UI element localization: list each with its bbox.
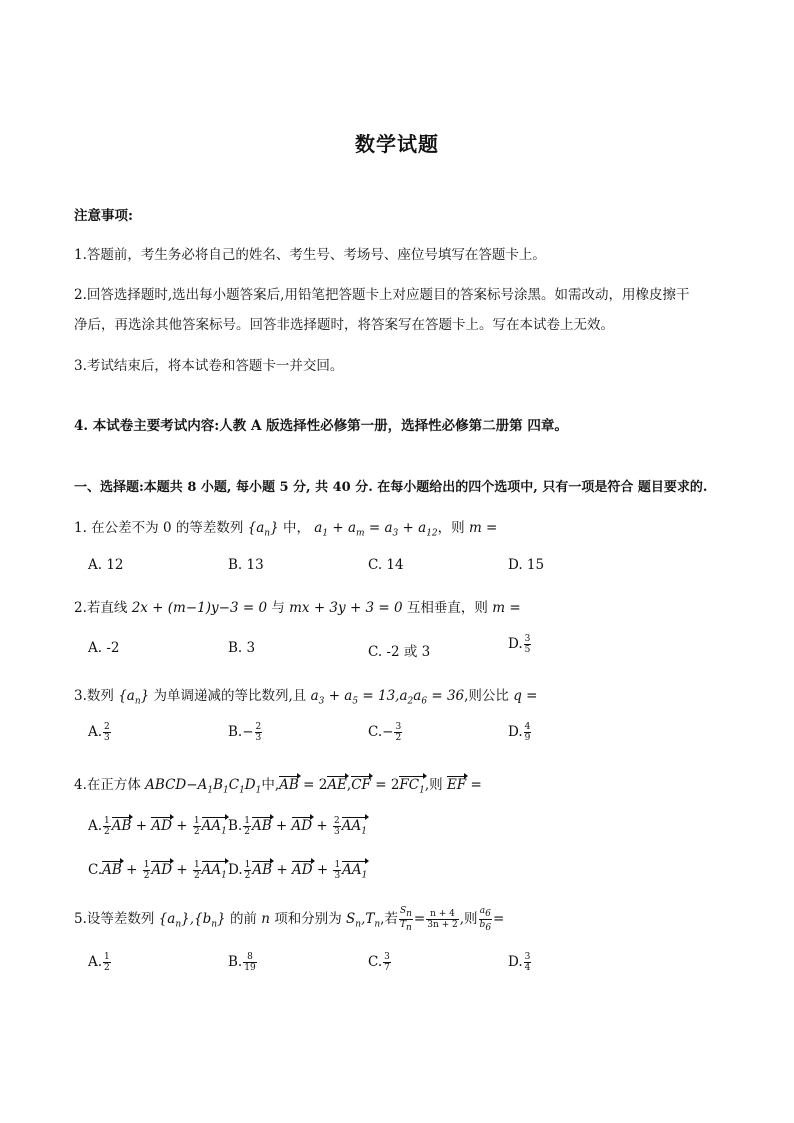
option-d-label: D. bbox=[508, 954, 523, 970]
option-a-label: A. bbox=[88, 954, 103, 970]
option-d[interactable] bbox=[508, 722, 532, 743]
formula: $a_3 + a_5 = 13,a_2a_6 = 36$ bbox=[310, 688, 465, 707]
question-1: 1. 在公差不为 0 的等差数列 $\{a_n\}$ 中， $a_1 + a_m = a_3 + a_{12}$，则 m = bbox=[74, 520, 498, 539]
formula: n bbox=[256, 910, 275, 927]
notice-3: 3.考试结束后，将本试卷和答题卡一并交回。 bbox=[74, 358, 344, 374]
fraction: $\frac{3}{5}$ bbox=[524, 634, 531, 655]
question-2-suffix: 互相垂直，则 bbox=[406, 600, 488, 616]
question-1-mid: 中， bbox=[282, 520, 310, 536]
option-c-label: C. bbox=[368, 954, 383, 970]
option-b[interactable]: B. 13 bbox=[228, 557, 264, 573]
option-d-label: D. bbox=[508, 724, 523, 740]
option-a[interactable]: A. -2 bbox=[88, 640, 120, 656]
option-d-label: D. bbox=[228, 862, 243, 878]
question-5-mid2: 项和分别为 bbox=[274, 910, 342, 927]
formula: 2x + (m−1)y−3 = 0 bbox=[131, 600, 272, 616]
option-a[interactable]: A. $\frac{1}{2}$ AB + AD + $\frac{1}{2}$ $AA_1$ bbox=[88, 816, 227, 837]
option-b[interactable]: B. $\frac{1}{2}$ AB + AD + $\frac{2}{3}$ $AA_1$ bbox=[228, 816, 367, 837]
formula: q bbox=[513, 688, 522, 704]
question-3-suffix: ,则公比 bbox=[464, 688, 509, 704]
formula: $\{a_n\}$ bbox=[247, 520, 283, 539]
notice-1: 1.答题前，考生务必将自己的姓名、考生号、考场号、座位号填写在答题卡上。 bbox=[74, 247, 546, 263]
notice-2-cont: 净后，再选涂其他答案标号。回答非选择题时，将答案写在答题卡上。写在本试卷上无效。 bbox=[74, 317, 614, 333]
question-4-suffix: ,则 bbox=[424, 777, 443, 793]
option-a-label: A. bbox=[88, 724, 103, 740]
option-b[interactable]: B.− $\frac{2}{3}$ bbox=[228, 722, 262, 743]
question-4-mid: 中, bbox=[261, 777, 280, 793]
formula: $\{a_n\},\{b_n\}$ bbox=[154, 910, 230, 930]
exam-scope: 4. 本试卷主要考试内容:人教 A 版选择性必修第一册，选择性必修第二册第 四章。 bbox=[74, 418, 568, 434]
question-1-prefix: 1. 在公差不为 0 的等差数列 bbox=[74, 520, 244, 536]
question-2: 2.若直线 2x + (m−1)y−3 = 0 与 mx + 3y + 3 = 0 互相垂直，则 m = bbox=[74, 600, 521, 616]
question-3-mid: 为单调递减的等比数列,且 bbox=[153, 688, 307, 704]
question-2-mid: 与 bbox=[271, 600, 285, 616]
option-b-label: B. bbox=[228, 954, 243, 970]
question-5-suffix: ,则 bbox=[459, 910, 478, 927]
option-d[interactable] bbox=[508, 634, 532, 655]
option-d-label: D. bbox=[508, 636, 523, 652]
question-5-mid3: ,若 bbox=[380, 910, 398, 927]
question-3: 3.数列 $\{a_n\}$ 为单调递减的等比数列,且 $a_3 + a_5 = 13,a_2a_6 = 36$,则公比 q = bbox=[74, 688, 538, 707]
notice-heading: 注意事项: bbox=[74, 208, 133, 224]
fraction: $\frac{3}{2}$ bbox=[395, 722, 402, 743]
formula: $\{a_n\}$ bbox=[118, 688, 154, 707]
option-b[interactable]: B. 3 bbox=[228, 640, 256, 656]
option-b[interactable]: B. $\frac{8}{19}$ bbox=[228, 952, 256, 973]
fraction: $\frac{2}{3}$ bbox=[255, 722, 262, 743]
question-3-prefix: 3.数列 bbox=[74, 688, 114, 704]
formula: $ABCD-A_1B_1C_1D_1$ bbox=[140, 777, 262, 796]
formula: m bbox=[492, 600, 506, 616]
option-c[interactable]: C. 14 bbox=[368, 557, 404, 573]
fraction: $\frac{S_n}{T_n}$ bbox=[399, 906, 412, 933]
option-a[interactable]: A. $\frac{1}{2}$ bbox=[88, 952, 110, 973]
option-b-label: B. bbox=[228, 818, 243, 834]
option-c[interactable]: C. $\frac{3}{7}$ bbox=[368, 952, 390, 973]
option-c[interactable]: C.− $\frac{3}{2}$ bbox=[368, 722, 402, 743]
question-5-prefix: 5.设等差数列 bbox=[74, 910, 155, 927]
fraction: $\frac{a_6}{b_6}$ bbox=[479, 906, 492, 933]
question-5: 5.设等差数列 $\{a_n\},\{b_n\}$ 的前 n 项和分别为 $S_n,T_n$,若 $\frac{S_n}{T_n}$ = $\frac{n + 4}{3n + 2}$ ,则 $\frac{a_6}{b_6}$ = bbox=[74, 906, 505, 933]
option-a[interactable] bbox=[88, 722, 112, 743]
question-4: 4.在正方体 $ABCD-A_1B_1C_1D_1$中$,AB = 2AE,CF = 2FC_1$,则 EF = bbox=[74, 777, 482, 796]
option-a-label: A. bbox=[88, 818, 103, 834]
fraction: $\frac{n + 4}{3n + 2}$ bbox=[427, 908, 458, 930]
option-c[interactable]: C. -2 或 3 bbox=[368, 644, 431, 660]
notice-2: 2.回答选择题时,选出每小题答案后,用铅笔把答题卡上对应题目的答案标号涂黑。如需改动，用橡皮擦干 bbox=[74, 287, 690, 303]
option-c[interactable]: C.AB + $\frac{1}{2}$ AD + $\frac{1}{2}$ $AA_1$ bbox=[88, 860, 227, 881]
question-5-mid: 的前 bbox=[229, 910, 257, 927]
option-d[interactable]: D. $\frac{3}{4}$ bbox=[508, 952, 531, 973]
formula: $a_1 + a_m = a_3 + a_{12}$ bbox=[314, 520, 438, 539]
section-heading: 一、选择题:本题共 8 小题, 每小题 5 分, 共 40 分. 在每小题给出的四个选项中, 只有一项是符合 题目要求的. bbox=[74, 480, 708, 495]
formula: mx + 3y + 3 = 0 bbox=[289, 600, 407, 616]
question-4-prefix: 4.在正方体 bbox=[74, 777, 141, 793]
question-2-prefix: 2.若直线 bbox=[74, 600, 128, 616]
option-a[interactable]: A. 12 bbox=[88, 557, 124, 573]
option-b-label: B. bbox=[228, 724, 243, 740]
fraction: $\frac{2}{3}$ bbox=[104, 722, 110, 743]
option-c-label: C. bbox=[368, 724, 383, 740]
option-d[interactable]: D. 15 bbox=[508, 557, 545, 573]
option-d[interactable]: D. $\frac{1}{2}$ AB + AD + $\frac{1}{3}$ $AA_1$ bbox=[228, 860, 368, 881]
option-c-label: C. bbox=[88, 862, 103, 878]
page-title: 数学试题 bbox=[355, 132, 439, 156]
fraction: $\frac{4}{9}$ bbox=[524, 722, 531, 743]
formula: m bbox=[468, 520, 482, 536]
formula: $S_n,T_n$ bbox=[341, 910, 381, 930]
